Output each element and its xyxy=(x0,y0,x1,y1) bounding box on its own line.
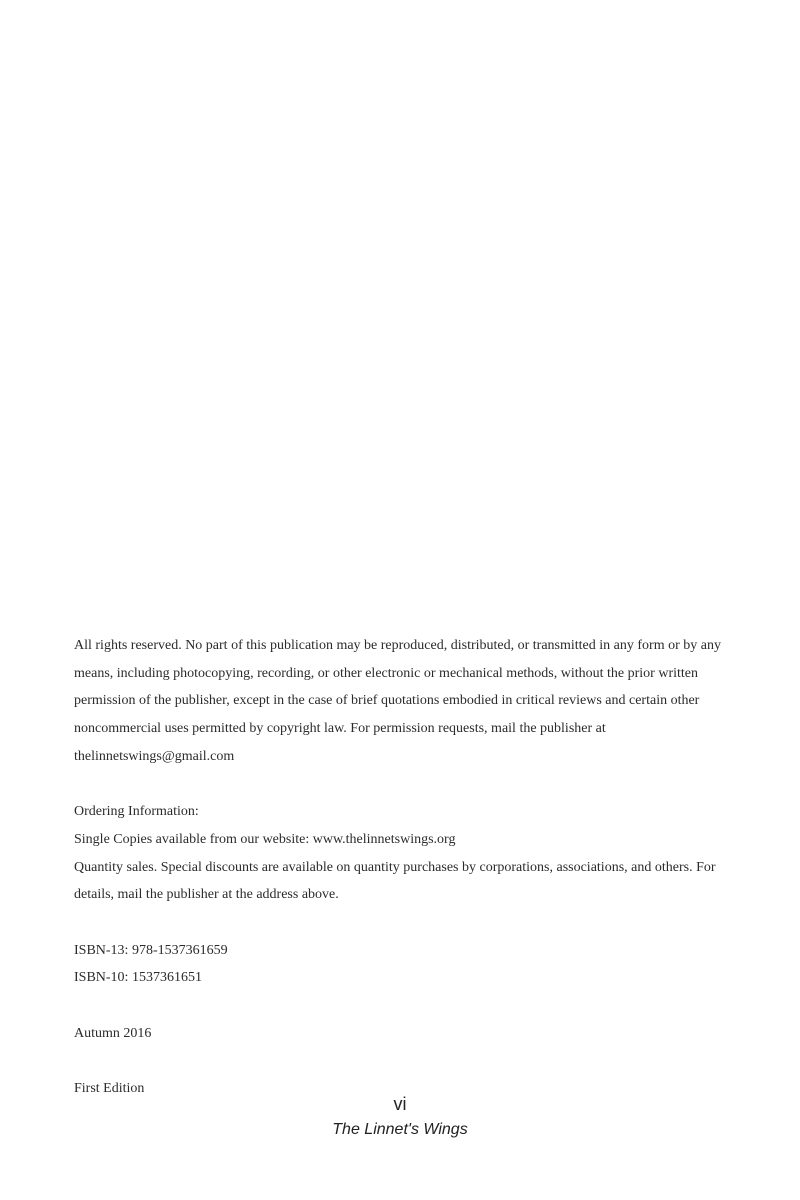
spacer xyxy=(74,909,734,937)
edition-label: First Edition xyxy=(74,1081,145,1097)
copyright-block xyxy=(74,632,734,1103)
single-copies-line: Single Copies available from our website: www.thelinnetswings.org xyxy=(74,831,456,847)
quantity-sales-paragraph: Quantity sales. Special discounts are available on quantity purchases by corporations, associations, and others. For details, mail the publisher at the address above. xyxy=(74,859,716,903)
running-title: The Linnet's Wings xyxy=(332,1121,468,1138)
spacer xyxy=(74,1048,734,1076)
isbn-13: ISBN-13: 978-1537361659 xyxy=(74,942,228,958)
isbn-10: ISBN-10: 1537361651 xyxy=(74,970,202,986)
edition-season: Autumn 2016 xyxy=(74,1025,152,1041)
page-number: vi xyxy=(393,1094,407,1114)
rights-paragraph: All rights reserved. No part of this publication may be reproduced, distributed, or transmitted in any form or by any means, including photocopying, recording, or other electronic or mechanical methods, without the prior written permission of the publisher, except in the case of brief quotations embodied in critical reviews and certain other noncommercial uses permitted by copyright law. For permission requests, mail the publisher at thelinnetswings@gmail.com xyxy=(74,638,721,764)
spacer xyxy=(74,992,734,1020)
spacer xyxy=(74,771,734,799)
ordering-heading: Ordering Information: xyxy=(74,804,199,820)
